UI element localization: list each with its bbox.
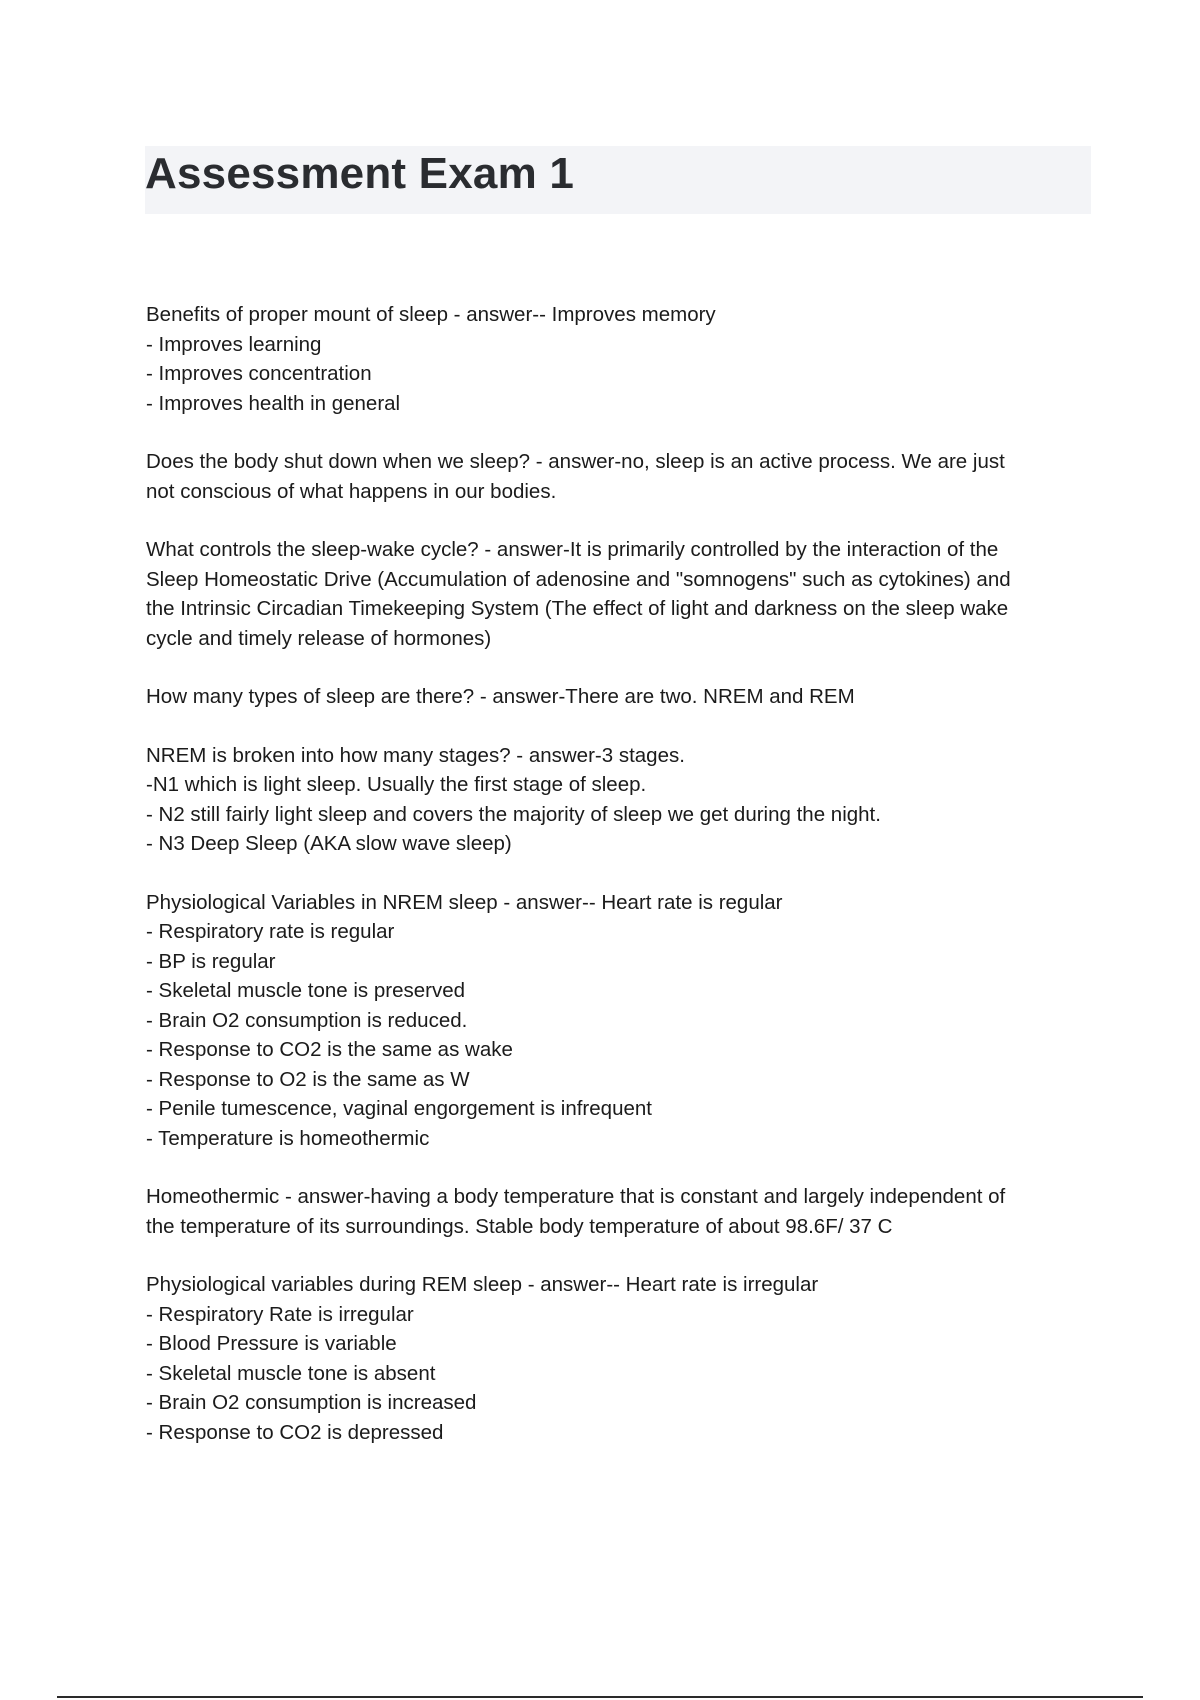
qa-question-line: Physiological variables during REM sleep - answer-- Heart rate is irregular (146, 1273, 819, 1296)
qa-question-line: Homeothermic - answer-having a body temperature that is constant and largely independent of (146, 1185, 1006, 1208)
qa-answer-line: - Improves learning (146, 332, 322, 356)
qa-block (146, 682, 1088, 712)
qa-question-line: Does the body shut down when we sleep? - answer-no, sleep is an active process. We are just (146, 450, 1005, 473)
qa-block (146, 300, 1088, 418)
qa-question-line: Benefits of proper mount of sleep - answer-- Improves memory (146, 303, 716, 326)
page-title: Assessment Exam 1 (145, 149, 574, 198)
document-body (146, 300, 1088, 1476)
qa-question-line: What controls the sleep-wake cycle? - answer-It is primarily controlled by the interaction of the (146, 538, 999, 561)
qa-answer-line: - Brain O2 consumption is reduced. (146, 1008, 468, 1032)
qa-answer-line: - Brain O2 consumption is increased (146, 1391, 477, 1414)
qa-answer-line: - Response to O2 is the same as W (146, 1067, 470, 1091)
qa-answer-line: - Temperature is homeothermic (146, 1126, 430, 1150)
qa-answer-line: - Respiratory rate is regular (146, 920, 395, 943)
qa-answer-line: - Skeletal muscle tone is absent (146, 1361, 436, 1385)
qa-question-line: NREM is broken into how many stages? - answer-3 stages. (146, 743, 685, 767)
qa-question-line: How many types of sleep are there? - answer-There are two. NREM and REM (146, 685, 855, 708)
qa-answer-line: Sleep Homeostatic Drive (Accumulation of adenosine and "somnogens" such as cytokines) and (146, 567, 1011, 591)
qa-answer-line: - BP is regular (146, 949, 276, 973)
qa-block (146, 1182, 1088, 1241)
qa-answer-line: - Penile tumescence, vaginal engorgement is infrequent (146, 1097, 652, 1120)
qa-question-line: Physiological Variables in NREM sleep - answer-- Heart rate is regular (146, 890, 783, 914)
qa-block (146, 535, 1088, 653)
qa-answer-line: the temperature of its surroundings. Stable body temperature of about 98.6F/ 37 C (146, 1214, 893, 1238)
qa-answer-line: - Improves health in general (146, 391, 401, 415)
qa-answer-line: - Blood Pressure is variable (146, 1332, 397, 1355)
qa-answer-line: - Response to CO2 is the same as wake (146, 1038, 513, 1061)
qa-answer-line: - Respiratory Rate is irregular (146, 1302, 414, 1326)
qa-answer-line: -N1 which is light sleep. Usually the first stage of sleep. (146, 773, 647, 796)
qa-block (146, 741, 1088, 859)
qa-block (146, 1270, 1088, 1447)
qa-answer-line: cycle and timely release of hormones) (146, 626, 492, 650)
qa-answer-line: - Response to CO2 is depressed (146, 1420, 444, 1444)
qa-block (146, 888, 1088, 1154)
qa-answer-line: - N2 still fairly light sleep and covers the majority of sleep we get during the night. (146, 802, 881, 826)
qa-answer-line: - N3 Deep Sleep (AKA slow wave sleep) (146, 832, 512, 855)
qa-answer-line: not conscious of what happens in our bodies. (146, 479, 557, 503)
qa-answer-line: the Intrinsic Circadian Timekeeping System (The effect of light and darkness on the sleep wake (146, 597, 1009, 620)
qa-answer-line: - Skeletal muscle tone is preserved (146, 979, 466, 1002)
qa-answer-line: - Improves concentration (146, 362, 372, 385)
footer-divider (57, 1696, 1143, 1698)
qa-block (146, 447, 1088, 506)
